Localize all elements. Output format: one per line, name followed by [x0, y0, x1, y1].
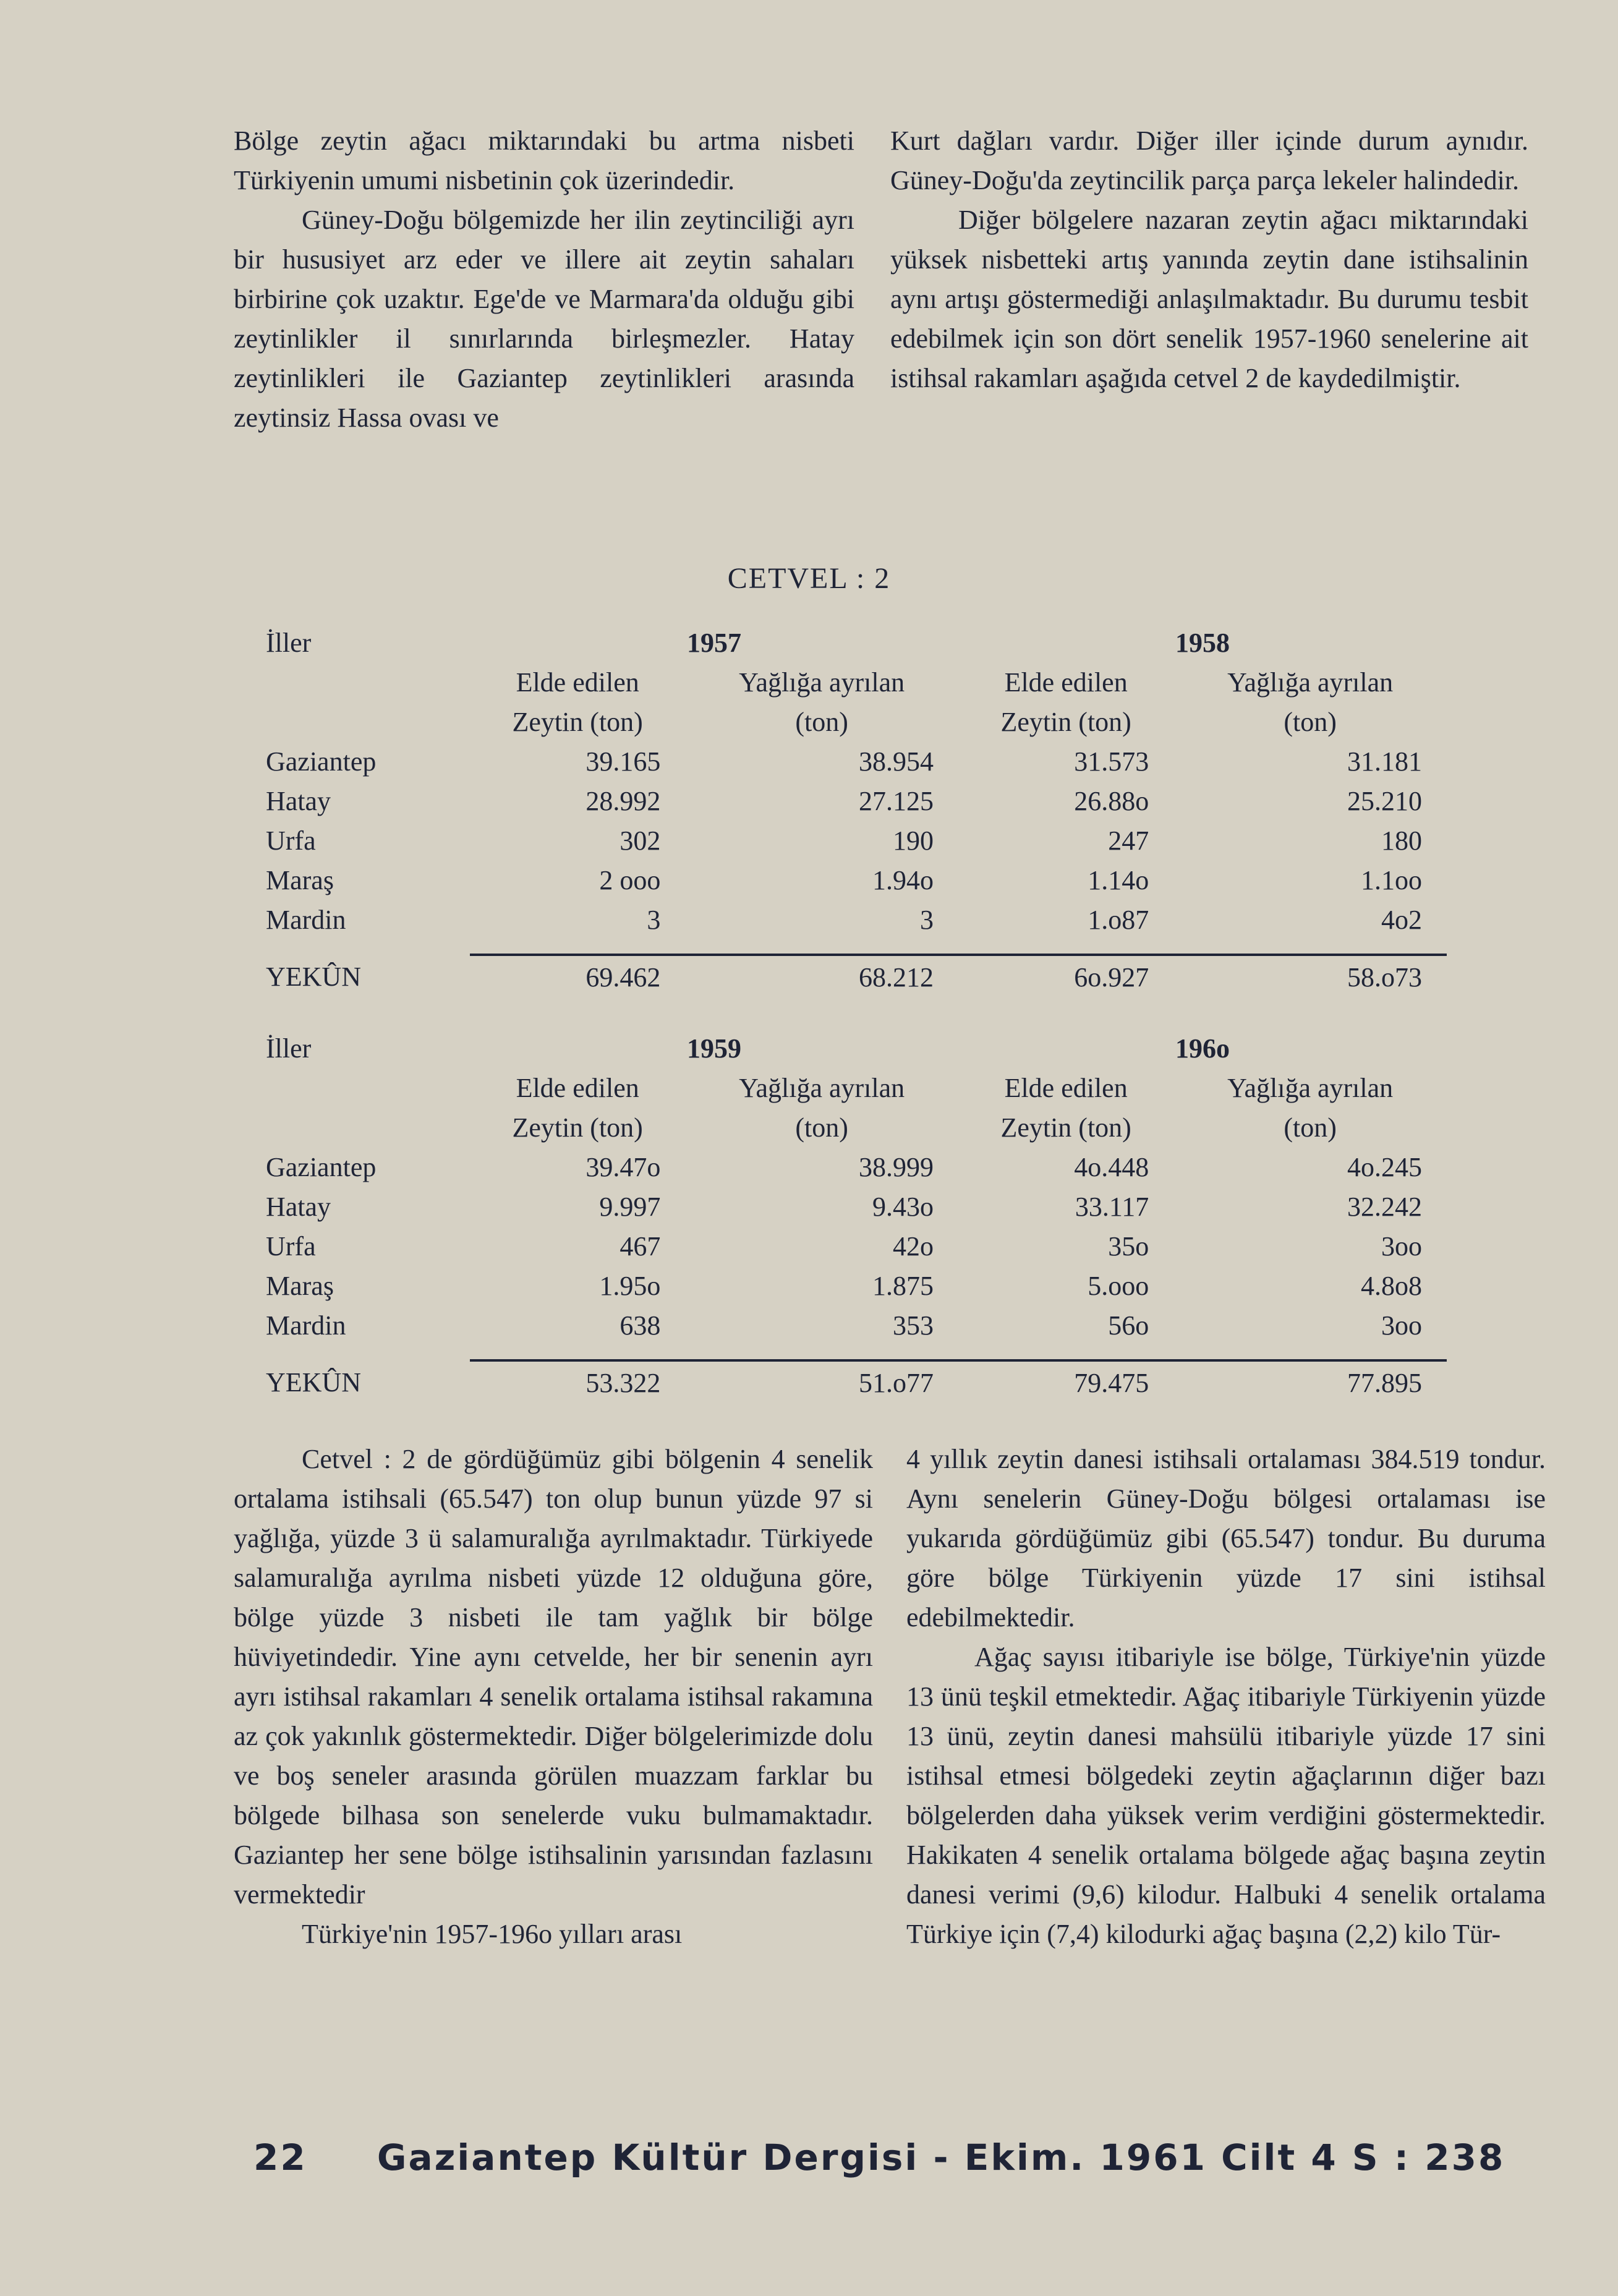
- total-label: YEKÛN: [266, 962, 361, 992]
- iller-header: İller: [266, 1033, 312, 1064]
- table-cell: 9.43o: [872, 1192, 934, 1222]
- table-cell: 4.8o8: [1361, 1271, 1422, 1301]
- table-cell: 1.o87: [1088, 905, 1149, 935]
- table-cell: 5.ooo: [1088, 1271, 1149, 1301]
- table-cell: 27.125: [858, 786, 934, 816]
- table-cell: 180: [1381, 826, 1422, 856]
- table-cell: 1.14o: [1088, 865, 1149, 895]
- column-header: Yağlığa ayrılan: [1227, 667, 1394, 698]
- bottom-right-column: [906, 1440, 1546, 1954]
- table-cell: 3: [919, 905, 934, 935]
- column-unit: (ton): [795, 1112, 848, 1143]
- table-cell: 3: [647, 905, 661, 935]
- province-name: Hatay: [266, 1192, 331, 1222]
- table-cell: 31.181: [1347, 746, 1422, 777]
- table-cell: 9.997: [599, 1192, 661, 1222]
- table-cell: 39.47o: [585, 1152, 661, 1182]
- column-unit: Zeytin (ton): [512, 707, 643, 737]
- table-cell: 4o.245: [1347, 1152, 1422, 1182]
- table-cell: 4o2: [1381, 905, 1422, 935]
- total-cell: 79.475: [1074, 1368, 1149, 1398]
- province-name: Hatay: [266, 786, 331, 816]
- year-header: 196o: [1175, 1033, 1230, 1064]
- table-cell: 38.954: [858, 746, 934, 777]
- table-row: [266, 900, 1447, 940]
- table-cell: 467: [620, 1231, 661, 1261]
- paragraph: 4 yıllık zeytin danesi istihsali ortalaması 384.519 tondur. Aynı senelerin Güney-Doğu bölgesi ortalaması ise yukarıda gördüğümüz gibi (65.547) tondur. Bu duruma göre bölge Türkiyenin yüzde 17 sini istihsal edebilmektedir.: [906, 1444, 1546, 1632]
- table-cell: 38.999: [858, 1152, 934, 1182]
- table-cell: 190: [892, 826, 934, 856]
- total-cell: 58.o73: [1347, 962, 1422, 992]
- province-name: Maraş: [266, 865, 334, 895]
- table-cell: 638: [620, 1310, 661, 1341]
- column-header: Yağlığa ayrılan: [739, 667, 905, 698]
- table-cell: 1.94o: [872, 865, 934, 895]
- paragraph: Türkiye'nin 1957-196o yılları arası: [302, 1919, 683, 1949]
- table-cell: 247: [1108, 826, 1149, 856]
- table-cell: 56o: [1108, 1310, 1149, 1341]
- table-row: [266, 1306, 1447, 1346]
- column-header: Yağlığa ayrılan: [739, 1073, 905, 1103]
- table-cell: 32.242: [1347, 1192, 1422, 1222]
- province-name: Urfa: [266, 826, 316, 856]
- table-cell: 31.573: [1074, 746, 1149, 777]
- page-footer: [253, 2136, 1546, 2179]
- province-name: Gaziantep: [266, 1152, 377, 1182]
- paragraph: Bölge zeytin ağacı miktarındaki bu artma nisbeti Türkiyenin umumi nisbetinin çok üzerindedir.: [234, 126, 854, 195]
- table-cell: 28.992: [585, 786, 661, 816]
- total-row: [266, 955, 1447, 999]
- column-unit: (ton): [1284, 707, 1337, 737]
- table-cell: 1.95o: [599, 1271, 661, 1301]
- column-unit: Zeytin (ton): [1000, 1112, 1131, 1143]
- table-cell: 35o: [1108, 1231, 1149, 1261]
- column-unit: Zeytin (ton): [512, 1112, 643, 1143]
- year-header: 1959: [686, 1033, 741, 1064]
- column-header: Elde edilen: [1004, 1073, 1128, 1103]
- table-cell: 2 ooo: [599, 865, 661, 895]
- column-unit: (ton): [795, 707, 848, 737]
- year-header: 1957: [686, 628, 741, 658]
- table-cell: 302: [620, 826, 661, 856]
- column-header: Elde edilen: [1004, 667, 1128, 698]
- province-name: Mardin: [266, 905, 346, 935]
- table-row: [266, 821, 1447, 861]
- province-name: Maraş: [266, 1271, 334, 1301]
- column-header: Yağlığa ayrılan: [1227, 1073, 1394, 1103]
- column-header: Elde edilen: [516, 1073, 639, 1103]
- paragraph: Diğer bölgelere nazaran zeytin ağacı miktarındaki yüksek nisbetteki artış yanında zeytin dane istihsalinin aynı artışı göstermediği anlaşılmaktadır. Bu durumu tesbit edebilmek için son dört senelik 1957-1960 senelerine ait istihsal rakamları aşağıda cetvel 2 de kaydedilmiştir.: [890, 205, 1528, 393]
- province-name: Mardin: [266, 1310, 346, 1341]
- table-cell: 4o.448: [1074, 1152, 1149, 1182]
- column-header: Elde edilen: [516, 667, 639, 698]
- total-cell: 53.322: [585, 1368, 661, 1398]
- journal-citation: Gaziantep Kültür Dergisi - Ekim. 1961 Cilt 4 S : 238: [377, 2136, 1505, 2179]
- table-row: [266, 1266, 1447, 1306]
- total-rule: [266, 1346, 1447, 1360]
- table-cell: 3oo: [1381, 1310, 1422, 1341]
- table-cell: 39.165: [585, 746, 661, 777]
- province-name: Gaziantep: [266, 746, 377, 777]
- paragraph: Güney-Doğu bölgemizde her ilin zeytinciliği ayrı bir hususiyet arz eder ve illere ait zeytin sahaları birbirine çok uzaktır. Ege'de ve Marmara'da olduğu gibi zeytinlikler il sınırlarında birleşmezler. Hatay zeytinlikleri ile Gaziantep zeytinlikleri arasında zeytinsiz Hassa ovası ve: [234, 205, 854, 433]
- table-cell: 353: [892, 1310, 934, 1341]
- table-cell: 42o: [892, 1231, 934, 1261]
- bottom-left-column: [234, 1440, 873, 1954]
- total-cell: 77.895: [1347, 1368, 1422, 1398]
- total-cell: 6o.927: [1074, 962, 1149, 992]
- total-cell: 69.462: [585, 962, 661, 992]
- iller-header: İller: [266, 628, 312, 658]
- total-rule: [266, 940, 1447, 955]
- table-row: [266, 782, 1447, 821]
- production-table-1957-1958: [266, 623, 1447, 999]
- table-title: CETVEL : 2: [727, 562, 891, 595]
- page-number: 22: [253, 2136, 307, 2179]
- table-cell: 33.117: [1075, 1192, 1149, 1222]
- total-cell: 68.212: [858, 962, 934, 992]
- column-unit: (ton): [1284, 1112, 1337, 1143]
- column-unit: Zeytin (ton): [1000, 707, 1131, 737]
- paragraph: Kurt dağları vardır. Diğer iller içinde durum aynıdır. Güney-Doğu'da zeytincilik parça parça lekeler halindedir.: [890, 126, 1528, 195]
- total-row: [266, 1360, 1447, 1405]
- table-row: [266, 1227, 1447, 1266]
- table-row: [266, 1187, 1447, 1227]
- table-cell: 3oo: [1381, 1231, 1422, 1261]
- top-left-column: [234, 121, 854, 438]
- table-row: [266, 742, 1447, 782]
- table-row: [266, 1148, 1447, 1187]
- table-cell: 26.88o: [1074, 786, 1149, 816]
- year-header: 1958: [1175, 628, 1230, 658]
- paragraph: Ağaç sayısı itibariyle ise bölge, Türkiye'nin yüzde 13 ünü teşkil etmektedir. Ağaç itibariyle Türkiyenin yüzde 13 ünü, zeytin danesi mahsülü itibariyle yüzde 17 sini istihsal etmesi bölgedeki zeytin ağaçlarının diğer bazı bölgelerden daha yüksek verim verdiğini göstermektedir. Hakikaten 4 senelik ortalama bölgede ağaç başına zeytin danesi verimi (9,6) kilodur. Halbuki 4 senelik ortalama Türkiye için (7,4) kilodurki ağaç başına (2,2) kilo Tür-: [906, 1642, 1546, 1949]
- top-right-column: [890, 121, 1528, 398]
- total-label: YEKÛN: [266, 1367, 361, 1398]
- production-table-1959-1960: [266, 1029, 1447, 1405]
- table-row: [266, 861, 1447, 900]
- table-cell: 1.1oo: [1361, 865, 1422, 895]
- paragraph: Cetvel : 2 de gördüğümüz gibi bölgenin 4 senelik ortalama istihsali (65.547) ton olup bunun yüzde 97 si yağlığa, yüzde 3 ü salamuralığa ayrılmaktadır. Türkiyede salamuralığa ayrılma nisbeti yüzde 12 olduğuna göre, bölge yüzde 3 nisbeti ile tam yağlık bir bölge hüviyetindedir. Yine aynı cetvelde, her bir senenin ayrı ayrı istihsal rakamları 4 senelik ortalama istihsal rakamına az çok yakınlık göstermektedir. Diğer bölgelerimizde dolu ve boş seneler arasında görülen muazzam farklar bu bölgede bilhasa son senelerde vuku bulmamaktadır. Gaziantep her sene bölge istihsalinin yarısından fazlasını vermektedir: [234, 1444, 873, 1910]
- total-cell: 51.o77: [858, 1368, 934, 1398]
- table-cell: 25.210: [1347, 786, 1422, 816]
- table-cell: 1.875: [872, 1271, 934, 1301]
- province-name: Urfa: [266, 1231, 316, 1261]
